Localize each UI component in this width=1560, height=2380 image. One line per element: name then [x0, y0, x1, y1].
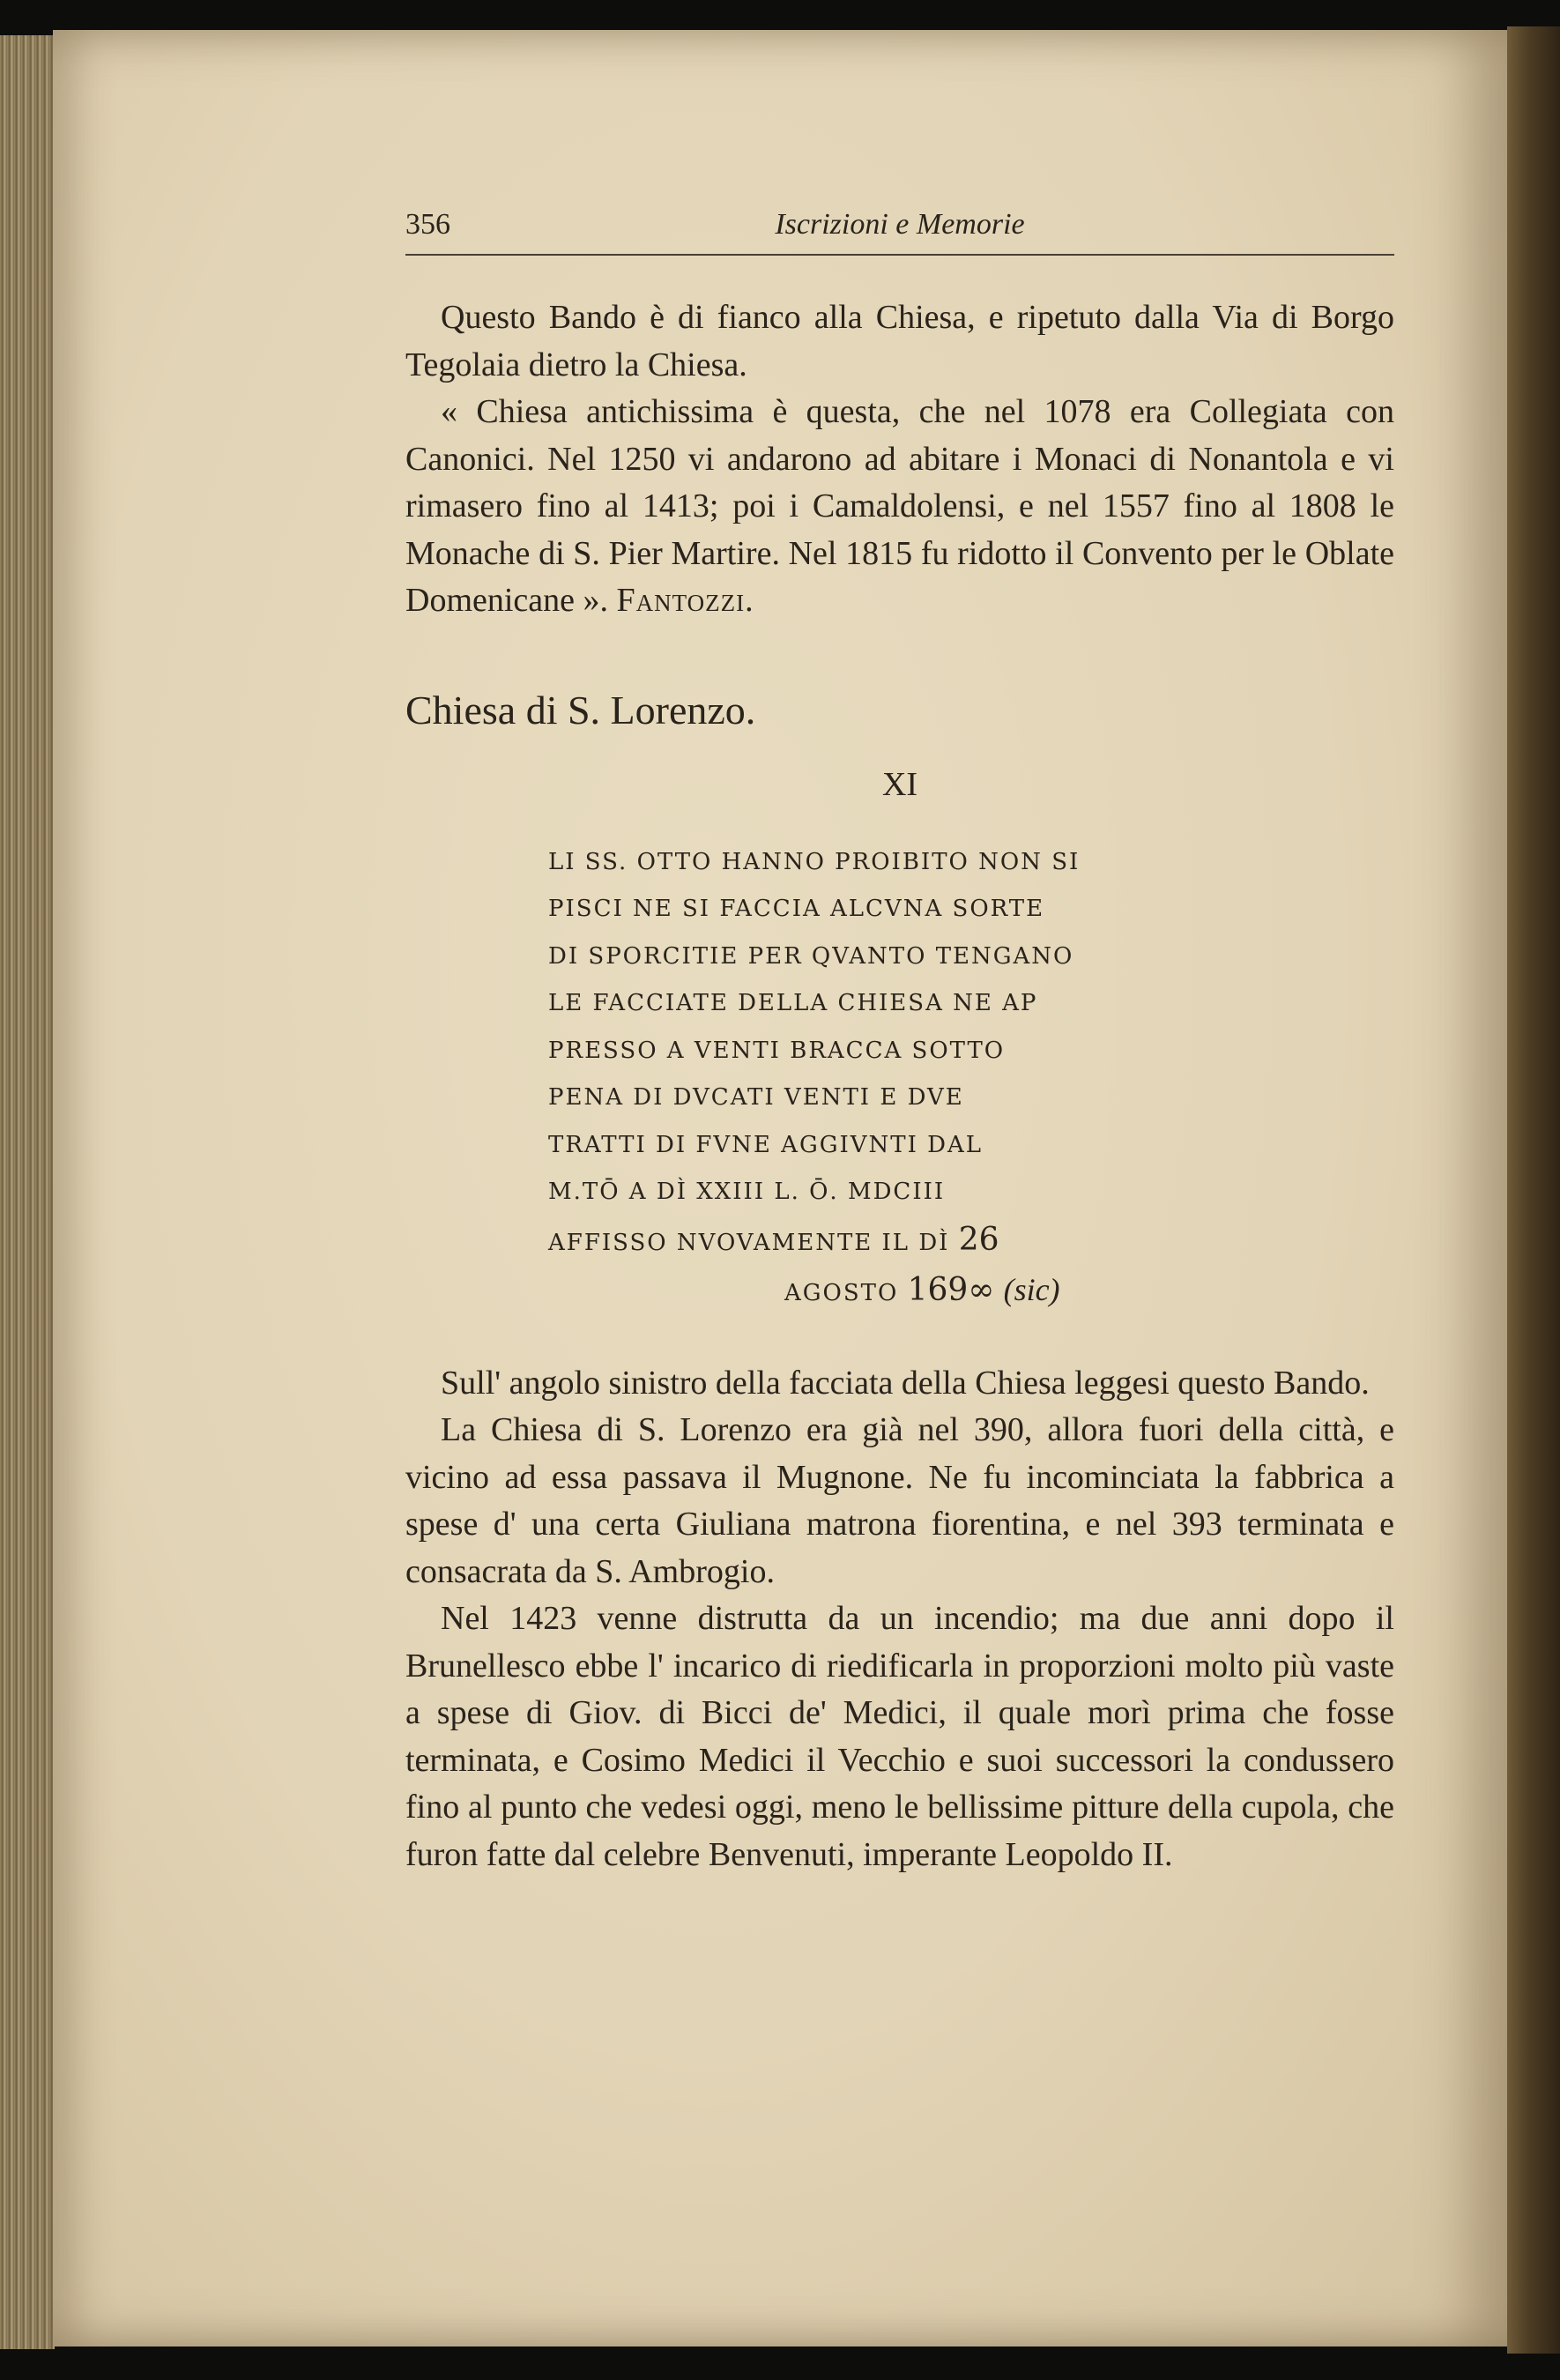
inscription-line: PISCI NE SI FACCIA ALCVNA SORTE [548, 896, 1045, 922]
page-content [405, 196, 1394, 1878]
paragraph-church-history: Nel 1423 venne distrutta da un incendio; ma due anni dopo il Brunellesco ebbe l' incarico di riedificarla in proporzioni molto più vaste a spese di Giov. di Bicci de' Medici, il quale morì prima che fosse terminata, e Cosimo Medici il Vecchio e suoi successori la condussero fino al punto che vedesi oggi, meno le bellissime pitture della cupola, che furon fatte dal celebre Benvenuti, imperante Leopoldo II. [405, 1600, 1394, 1873]
inscription-line: LI SS. OTTO HANNO PROIBITO NON SI [548, 848, 1081, 875]
inscription-month: AGOSTO [784, 1280, 899, 1306]
running-head [405, 196, 1394, 256]
book-spine [1507, 26, 1560, 2354]
quote-author: Fantozzi. [616, 582, 754, 619]
inscription-year: 169∞ [907, 1272, 995, 1308]
inscription-line: LE FACCIATE DELLA CHIESA NE AP [548, 990, 1038, 1016]
inscription-day: 26 [958, 1221, 999, 1258]
inscription-date-line [548, 1267, 1165, 1318]
paragraph-bando-angle: Sull' angolo sinistro della facciata della Chiesa leggesi questo Bando. [441, 1364, 1370, 1402]
paragraph-church-origin: La Chiesa di S. Lorenzo era già nel 390, allora fuori della città, e vicino ad essa passava il Mugnone. Ne fu incominciata la fabbrica a spese d' una certa Giuliana matrona fiorentina, e nel 393 terminata e consacrata da S. Ambrogio. [405, 1411, 1394, 1590]
page-number: 356 [405, 208, 450, 241]
running-title: Iscrizioni e Memorie [775, 208, 1025, 241]
inscription-block [548, 839, 1165, 1318]
sic-note: (sic) [1003, 1272, 1060, 1307]
page-edges [0, 35, 55, 2349]
inscription-line: PENA DI DVCATI VENTI E DVE [548, 1084, 964, 1111]
inscription-line: DI SPORCITIE PER QVANTO TENGANO [548, 942, 1074, 970]
inscription-line: PRESSO A VENTI BRACCA SOTTO [548, 1037, 1006, 1064]
inscription-line: TRATTI DI FVNE AGGIVNTI DAL [548, 1131, 984, 1158]
paragraph-fantozzi-quote [405, 389, 1394, 625]
paragraph-bando-location: Questo Bando è di fianco alla Chiesa, e ripetuto dalla Via di Borgo Tegolaia dietro la Chiesa. [405, 299, 1394, 383]
section-heading: Chiesa di S. Lorenzo. [405, 687, 756, 733]
page-paper [53, 30, 1507, 2347]
inscription-line: M.TŌ A DÌ XXIII L. Ō. MDCIII [548, 1179, 946, 1205]
inscription-line [548, 1216, 1165, 1268]
inscription-numeral: XI [881, 765, 918, 803]
inscription-line-text: AFFISSO NVOVAMENTE IL DÌ [548, 1229, 950, 1256]
quote-text: « Chiesa antichissima è questa, che nel 1078 era Collegiata con Canonici. Nel 1250 vi andarono ad abitare i Monaci di Nonantola e vi rimasero fino al 1413; poi i Camaldolensi, e nel 1557 fino al 1808 le Monache di S. Pier Martire. Nel 1815 fu ridotto il Convento per le Oblate Domenicane ». [405, 393, 1394, 619]
